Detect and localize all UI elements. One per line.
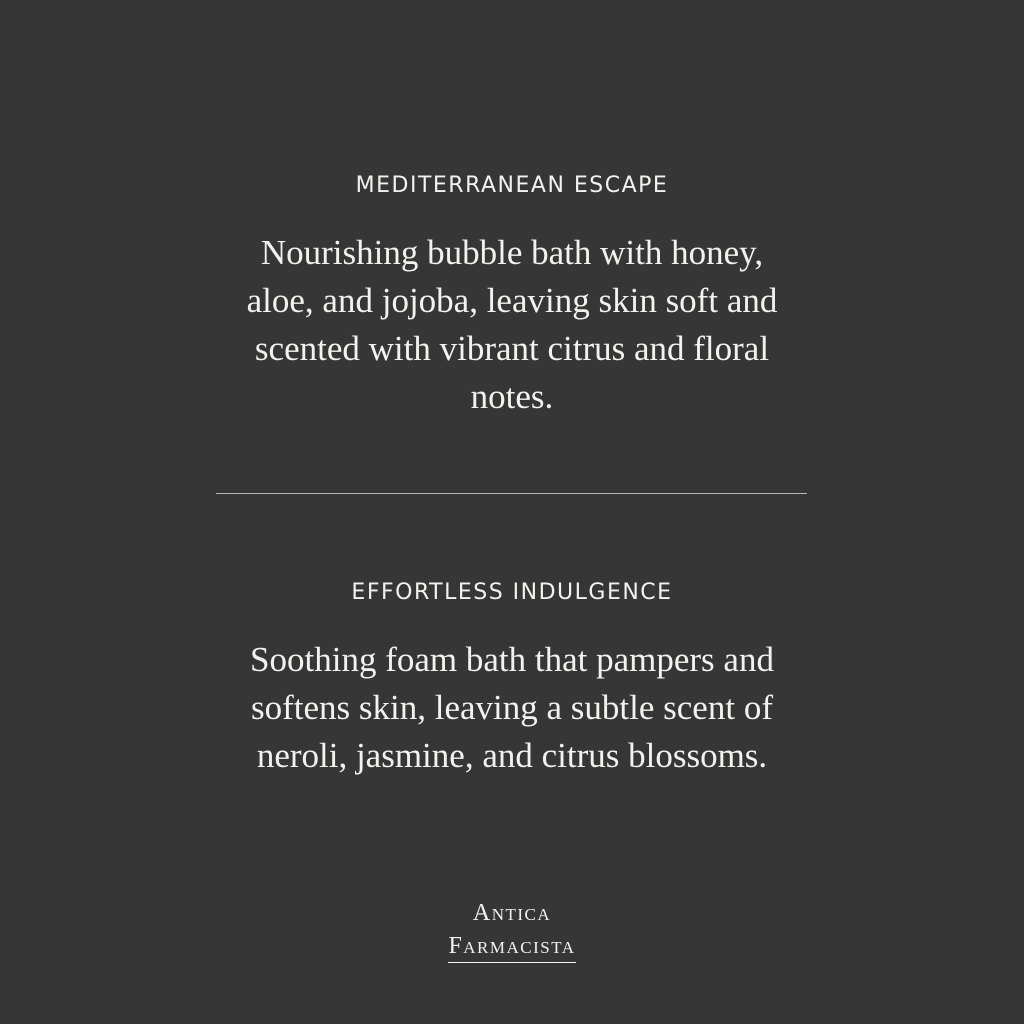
brand-logo-line1: Antica — [472, 900, 552, 926]
product-section-effortless — [0, 578, 1024, 780]
brand-logo — [0, 898, 1024, 964]
section-title: EFFORTLESS INDULGENCE — [351, 580, 673, 605]
product-section-mediterranean — [0, 171, 1024, 421]
brand-logo-line1-wrap — [0, 898, 1024, 931]
section-description: Nourishing bubble bath with honey, aloe, and jojoba, leaving skin soft and scented with vibrant citrus and floral notes. — [246, 233, 778, 416]
section-title: MEDITERRANEAN ESCAPE — [355, 173, 669, 198]
brand-logo-line2-wrap — [0, 931, 1024, 964]
brand-logo-line2: Farmacista — [448, 931, 575, 963]
section-description: Soothing foam bath that pampers and softens skin, leaving a subtle scent of neroli, jasmine, and citrus blossoms. — [250, 640, 774, 775]
section-divider — [216, 493, 807, 494]
